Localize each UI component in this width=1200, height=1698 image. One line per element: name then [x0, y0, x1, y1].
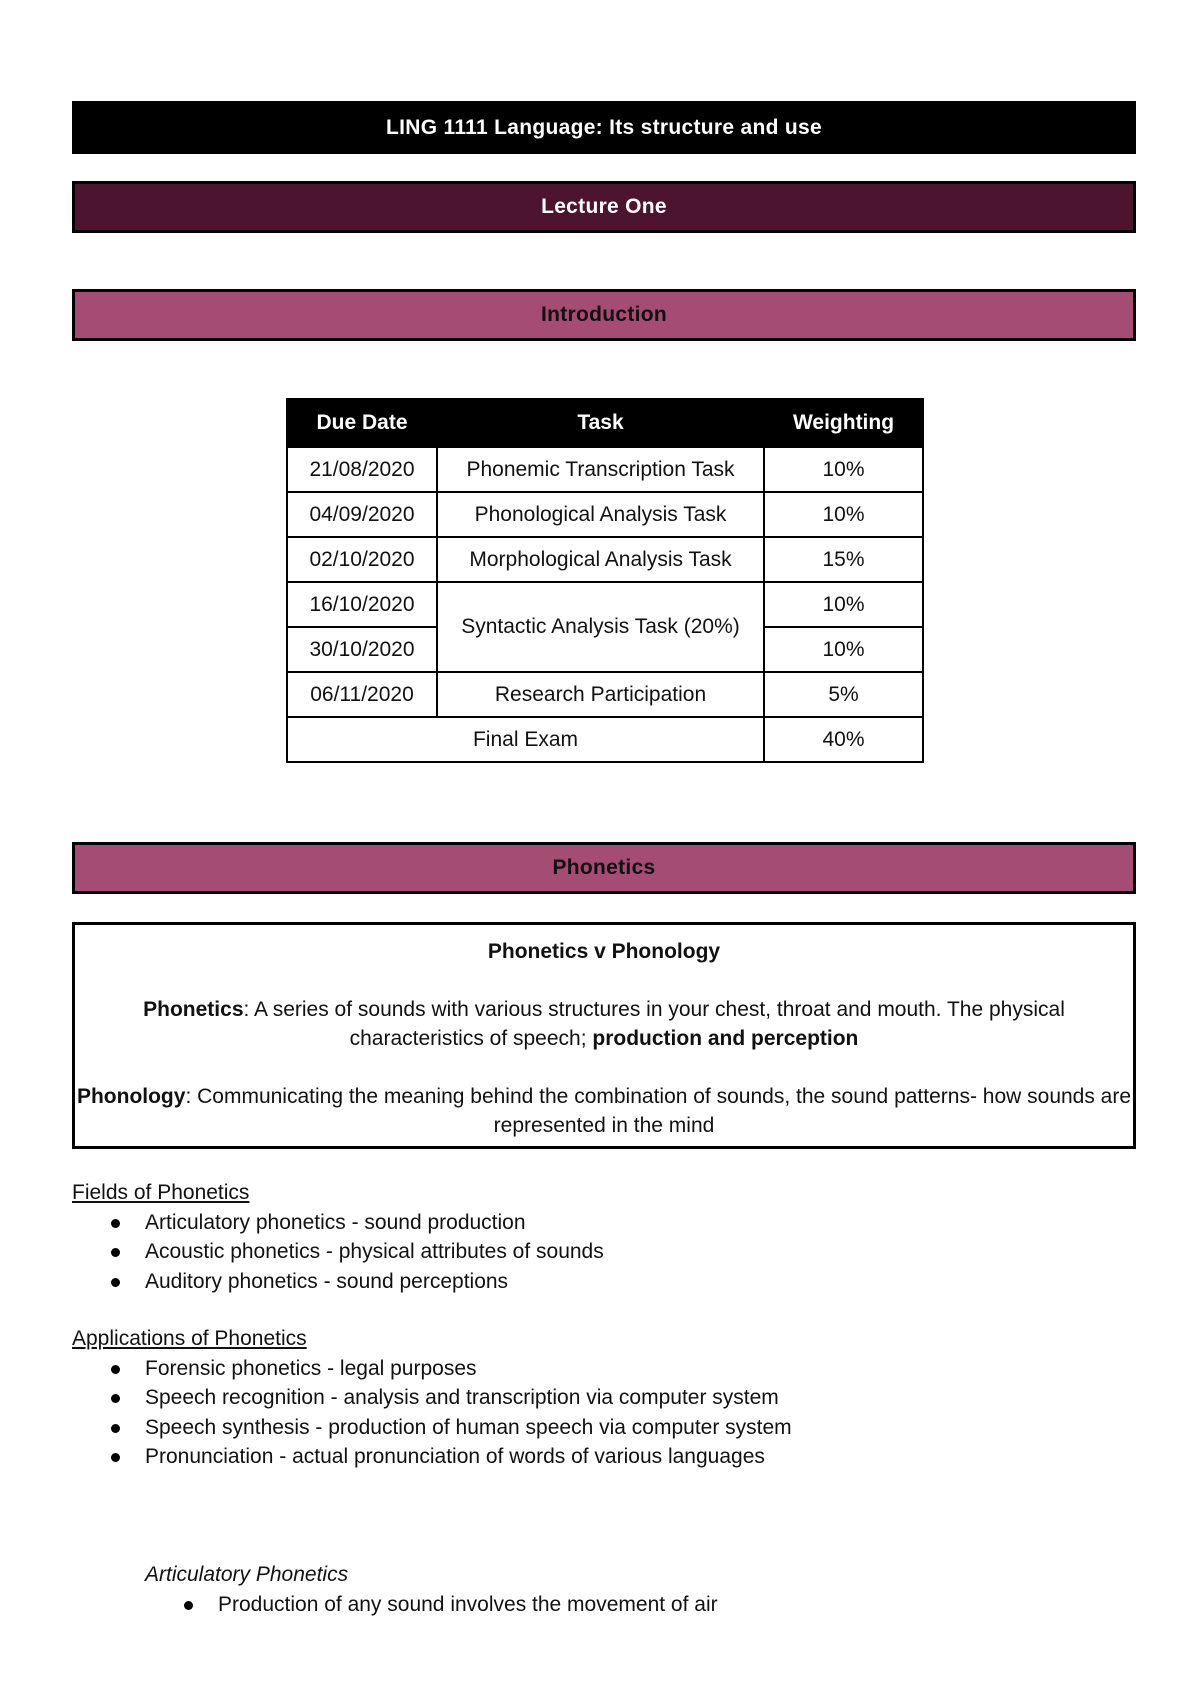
- phonology-definition: [75, 1082, 1133, 1140]
- due-date-cell: 04/09/2020: [287, 492, 437, 537]
- articulatory-heading: Articulatory Phonetics: [145, 1563, 349, 1586]
- list-item-text: Forensic phonetics - legal purposes: [145, 1356, 477, 1380]
- task-cell: Morphological Analysis Task: [437, 537, 764, 582]
- task-cell: Research Participation: [437, 672, 764, 717]
- definition-box-title: Phonetics v Phonology: [487, 940, 721, 963]
- definition-box: [72, 922, 1136, 1149]
- due-date-cell: 16/10/2020: [287, 582, 437, 627]
- weighting-cell: 5%: [764, 672, 923, 717]
- bullet-icon: [111, 1278, 120, 1287]
- document-title: LING 1111 Language: Its structure and use: [386, 115, 822, 139]
- assessment-table: [286, 398, 924, 763]
- phonology-term: Phonology: [76, 1085, 186, 1108]
- table-row: [287, 447, 923, 492]
- lecture-bar: [72, 181, 1136, 233]
- list-item: [72, 1208, 604, 1238]
- phonetics-section-bar: [72, 842, 1136, 894]
- table-row: [287, 537, 923, 582]
- weighting-cell: 10%: [764, 447, 923, 492]
- list-item-text: Production of any sound involves the movement of air: [218, 1592, 718, 1616]
- introduction-heading: Introduction: [540, 303, 668, 326]
- weighting-cell: 10%: [764, 492, 923, 537]
- list-item: [72, 1383, 792, 1413]
- weighting-cell: 10%: [764, 582, 923, 627]
- phonetics-heading: Phonetics: [552, 856, 656, 879]
- bullet-icon: [111, 1453, 120, 1462]
- task-cell: Phonological Analysis Task: [437, 492, 764, 537]
- bullet-icon: [184, 1601, 193, 1610]
- list-item-text: Pronunciation - actual pronunciation of words of various languages: [145, 1445, 765, 1468]
- due-date-cell: 02/10/2020: [287, 537, 437, 582]
- weighting-cell: 40%: [764, 717, 923, 762]
- applications-of-phonetics: [72, 1324, 792, 1472]
- final-exam-cell: Final Exam: [287, 717, 764, 762]
- table-row: [287, 492, 923, 537]
- list-item: [145, 1590, 718, 1620]
- list-item-text: Auditory phonetics - sound perceptions: [145, 1269, 509, 1293]
- column-header-due-date: Due Date: [287, 399, 437, 447]
- list-item: [72, 1237, 604, 1267]
- applications-list: [72, 1354, 792, 1472]
- phonology-definition-text: : Communicating the meaning behind the combination of sounds, the sound patterns- how sounds are represented in the mind: [185, 1085, 1132, 1137]
- table-row: [287, 672, 923, 717]
- column-header-weighting: Weighting: [764, 399, 923, 447]
- articulatory-list: [145, 1590, 718, 1620]
- phonetics-emphasis: production and perception: [592, 1027, 859, 1050]
- table-row: [287, 582, 923, 627]
- phonetics-definition: [75, 995, 1133, 1053]
- list-item: [72, 1413, 792, 1443]
- list-item-text: Acoustic phonetics - physical attributes of sounds: [145, 1240, 604, 1263]
- due-date-cell: 30/10/2020: [287, 627, 437, 672]
- list-item-text: Articulatory phonetics - sound production: [145, 1210, 526, 1234]
- articulatory-phonetics: [145, 1560, 718, 1619]
- bullet-icon: [111, 1219, 120, 1228]
- task-cell: Phonemic Transcription Task: [437, 447, 764, 492]
- applications-heading: Applications of Phonetics: [72, 1327, 307, 1350]
- lecture-title: Lecture One: [541, 195, 667, 218]
- list-item-text: Speech recognition - analysis and transcription via computer system: [145, 1386, 779, 1409]
- weighting-cell: 15%: [764, 537, 923, 582]
- phonetics-term: Phonetics: [143, 998, 244, 1021]
- list-item: [72, 1354, 792, 1384]
- list-item: [72, 1442, 792, 1472]
- document-title-bar: [72, 101, 1136, 154]
- table-row-final-exam: [287, 717, 923, 762]
- list-item: [72, 1267, 604, 1297]
- weighting-cell: 10%: [764, 627, 923, 672]
- due-date-cell: 21/08/2020: [287, 447, 437, 492]
- column-header-task: Task: [437, 399, 764, 447]
- bullet-icon: [111, 1394, 120, 1403]
- task-cell-merged: Syntactic Analysis Task (20%): [437, 582, 764, 672]
- table-header-row: [287, 399, 923, 447]
- fields-of-phonetics: [72, 1178, 604, 1296]
- bullet-icon: [111, 1365, 120, 1374]
- bullet-icon: [111, 1424, 120, 1433]
- introduction-section-bar: [72, 289, 1136, 341]
- fields-heading: Fields of Phonetics: [72, 1181, 250, 1204]
- list-item-text: Speech synthesis - production of human speech via computer system: [145, 1415, 792, 1439]
- fields-list: [72, 1208, 604, 1297]
- phonetics-definition-text: : A series of sounds with various structures in your chest, throat and mouth. The physical characteristics of speech;: [243, 998, 1065, 1050]
- due-date-cell: 06/11/2020: [287, 672, 437, 717]
- bullet-icon: [111, 1248, 120, 1257]
